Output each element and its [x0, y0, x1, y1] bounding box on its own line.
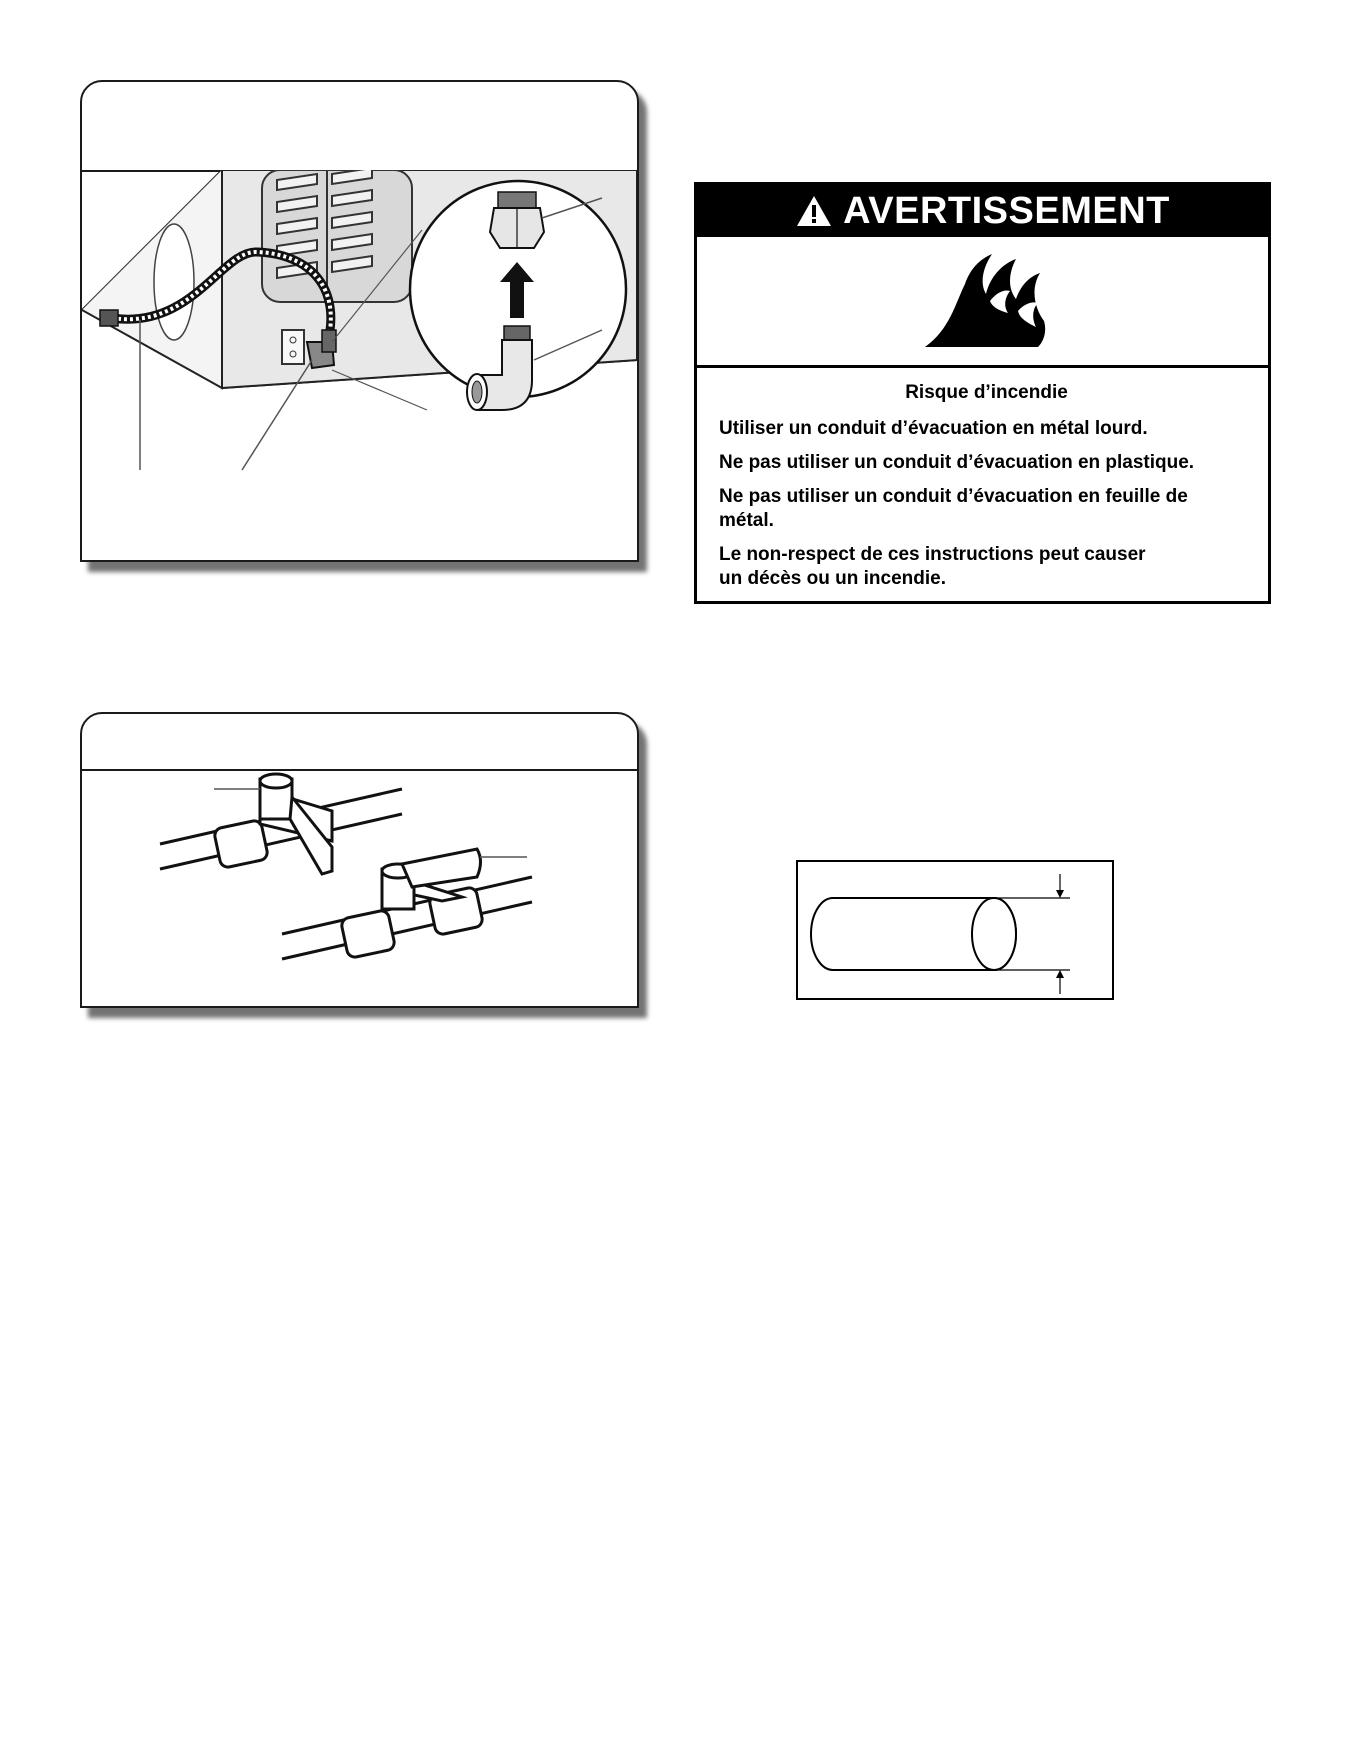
warning-triangle-icon [795, 194, 833, 228]
warning-line-4: Le non-respect de ces instructions peut causer un décès ou un incendie. [719, 544, 1146, 589]
warning-banner [697, 185, 1268, 237]
hazard-name: Risque d’incendie [905, 382, 1068, 403]
warning-title: AVERTISSEMENT [843, 189, 1170, 232]
duct-diameter-figure [796, 860, 1114, 1000]
hazard-symbol-area [697, 237, 1268, 368]
duct-diameter-illustration [798, 862, 1116, 1002]
gas-shutoff-valve-illustration [82, 769, 637, 1005]
warning-line-2: Ne pas utiliser un conduit d’évacuation en plastique. [719, 452, 1195, 473]
warning-line-3: Ne pas utiliser un conduit d’évacuation en feuille de métal. [719, 486, 1188, 531]
warning-box [694, 182, 1271, 604]
figure-header [82, 714, 637, 771]
figure-header [82, 82, 637, 172]
dryer-gas-inlet-illustration [82, 170, 637, 560]
gas-connection-figure [80, 80, 639, 562]
warning-line-1: Utiliser un conduit d’évacuation en métal lourd. [719, 418, 1148, 439]
fire-icon [920, 249, 1050, 349]
shutoff-valve-figure [80, 712, 639, 1008]
